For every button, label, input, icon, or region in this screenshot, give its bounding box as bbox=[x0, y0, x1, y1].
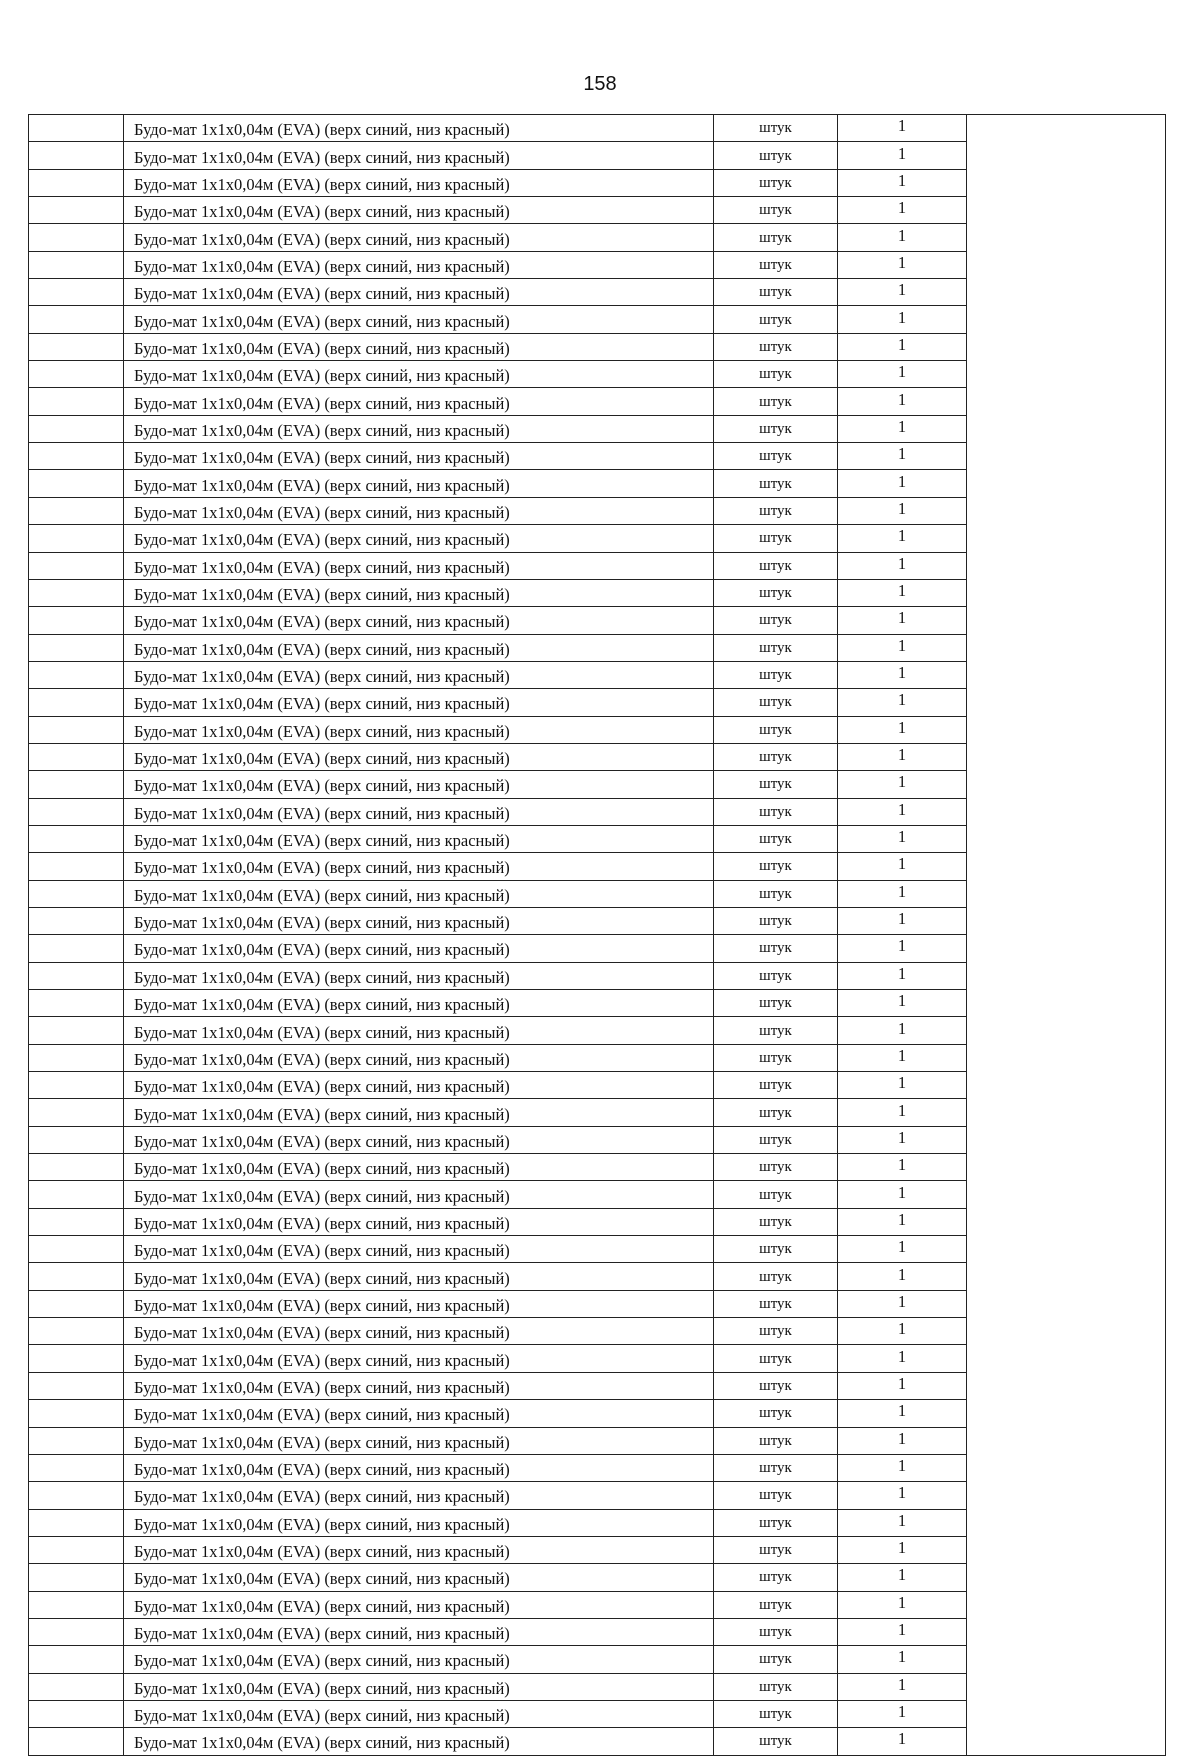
item-name-cell: Будо-мат 1х1х0,04м (EVA) (верх синий, низ красный) bbox=[124, 1236, 714, 1263]
unit-cell: штук bbox=[714, 990, 838, 1017]
unit-cell: штук bbox=[714, 1099, 838, 1126]
row-number-cell bbox=[29, 1618, 124, 1645]
quantity-cell: 1 bbox=[838, 470, 967, 497]
item-name-cell: Будо-мат 1х1х0,04м (EVA) (верх синий, низ красный) bbox=[124, 825, 714, 852]
row-number-cell bbox=[29, 1646, 124, 1673]
unit-cell: штук bbox=[714, 579, 838, 606]
quantity-cell: 1 bbox=[838, 1728, 967, 1755]
unit-cell: штук bbox=[714, 1072, 838, 1099]
item-name-cell: Будо-мат 1х1х0,04м (EVA) (верх синий, низ красный) bbox=[124, 880, 714, 907]
unit-cell: штук bbox=[714, 1728, 838, 1755]
quantity-cell: 1 bbox=[838, 224, 967, 251]
quantity-cell: 1 bbox=[838, 689, 967, 716]
row-number-cell bbox=[29, 1454, 124, 1481]
unit-cell: штук bbox=[714, 1564, 838, 1591]
quantity-cell: 1 bbox=[838, 962, 967, 989]
unit-cell: штук bbox=[714, 1126, 838, 1153]
row-number-cell bbox=[29, 661, 124, 688]
item-name-cell: Будо-мат 1х1х0,04м (EVA) (верх синий, низ красный) bbox=[124, 661, 714, 688]
item-name-cell: Будо-мат 1х1х0,04м (EVA) (верх синий, низ красный) bbox=[124, 333, 714, 360]
item-name-cell: Будо-мат 1х1х0,04м (EVA) (верх синий, низ красный) bbox=[124, 169, 714, 196]
quantity-cell: 1 bbox=[838, 1208, 967, 1235]
unit-cell: штук bbox=[714, 1181, 838, 1208]
items-table-body bbox=[29, 115, 1166, 1756]
quantity-cell: 1 bbox=[838, 333, 967, 360]
quantity-cell: 1 bbox=[838, 1017, 967, 1044]
quantity-cell: 1 bbox=[838, 771, 967, 798]
row-number-cell bbox=[29, 1591, 124, 1618]
quantity-cell: 1 bbox=[838, 1372, 967, 1399]
row-number-cell bbox=[29, 1673, 124, 1700]
quantity-cell: 1 bbox=[838, 552, 967, 579]
unit-cell: штук bbox=[714, 716, 838, 743]
item-name-cell: Будо-мат 1х1х0,04м (EVA) (верх синий, низ красный) bbox=[124, 1728, 714, 1755]
quantity-cell: 1 bbox=[838, 1618, 967, 1645]
item-name-cell: Будо-мат 1х1х0,04м (EVA) (верх синий, низ красный) bbox=[124, 1564, 714, 1591]
quantity-cell: 1 bbox=[838, 1044, 967, 1071]
unit-cell: штук bbox=[714, 169, 838, 196]
unit-cell: штук bbox=[714, 825, 838, 852]
unit-cell: штук bbox=[714, 661, 838, 688]
quantity-cell: 1 bbox=[838, 169, 967, 196]
unit-cell: штук bbox=[714, 197, 838, 224]
item-name-cell: Будо-мат 1х1х0,04м (EVA) (верх синий, низ красный) bbox=[124, 1618, 714, 1645]
quantity-cell: 1 bbox=[838, 279, 967, 306]
row-number-cell bbox=[29, 1236, 124, 1263]
quantity-cell: 1 bbox=[838, 1700, 967, 1727]
item-name-cell: Будо-мат 1х1х0,04м (EVA) (верх синий, низ красный) bbox=[124, 716, 714, 743]
unit-cell: штук bbox=[714, 689, 838, 716]
item-name-cell: Будо-мат 1х1х0,04м (EVA) (верх синий, низ красный) bbox=[124, 1372, 714, 1399]
unit-cell: штук bbox=[714, 907, 838, 934]
quantity-cell: 1 bbox=[838, 634, 967, 661]
row-number-cell bbox=[29, 306, 124, 333]
quantity-cell: 1 bbox=[838, 880, 967, 907]
quantity-cell: 1 bbox=[838, 1400, 967, 1427]
item-name-cell: Будо-мат 1х1х0,04м (EVA) (верх синий, низ красный) bbox=[124, 1044, 714, 1071]
unit-cell: штук bbox=[714, 1509, 838, 1536]
quantity-cell: 1 bbox=[838, 142, 967, 169]
unit-cell: штук bbox=[714, 415, 838, 442]
notes-cell bbox=[967, 115, 1166, 1756]
row-number-cell bbox=[29, 990, 124, 1017]
item-name-cell: Будо-мат 1х1х0,04м (EVA) (верх синий, низ красный) bbox=[124, 470, 714, 497]
row-number-cell bbox=[29, 470, 124, 497]
row-number-cell bbox=[29, 251, 124, 278]
quantity-cell: 1 bbox=[838, 1181, 967, 1208]
item-name-cell: Будо-мат 1х1х0,04м (EVA) (верх синий, низ красный) bbox=[124, 1318, 714, 1345]
quantity-cell: 1 bbox=[838, 497, 967, 524]
row-number-cell bbox=[29, 1509, 124, 1536]
item-name-cell: Будо-мат 1х1х0,04м (EVA) (верх синий, низ красный) bbox=[124, 443, 714, 470]
row-number-cell bbox=[29, 771, 124, 798]
items-table bbox=[28, 114, 1166, 1756]
item-name-cell: Будо-мат 1х1х0,04м (EVA) (верх синий, низ красный) bbox=[124, 1181, 714, 1208]
row-number-cell bbox=[29, 333, 124, 360]
item-name-cell: Будо-мат 1х1х0,04м (EVA) (верх синий, низ красный) bbox=[124, 1536, 714, 1563]
item-name-cell: Будо-мат 1х1х0,04м (EVA) (верх синий, низ красный) bbox=[124, 1345, 714, 1372]
unit-cell: штук bbox=[714, 251, 838, 278]
unit-cell: штук bbox=[714, 279, 838, 306]
quantity-cell: 1 bbox=[838, 607, 967, 634]
quantity-cell: 1 bbox=[838, 661, 967, 688]
row-number-cell bbox=[29, 1728, 124, 1755]
item-name-cell: Будо-мат 1х1х0,04м (EVA) (верх синий, низ красный) bbox=[124, 415, 714, 442]
quantity-cell: 1 bbox=[838, 1290, 967, 1317]
quantity-cell: 1 bbox=[838, 388, 967, 415]
item-name-cell: Будо-мат 1х1х0,04м (EVA) (верх синий, низ красный) bbox=[124, 634, 714, 661]
item-name-cell: Будо-мат 1х1х0,04м (EVA) (верх синий, низ красный) bbox=[124, 388, 714, 415]
quantity-cell: 1 bbox=[838, 1318, 967, 1345]
row-number-cell bbox=[29, 1126, 124, 1153]
quantity-cell: 1 bbox=[838, 1427, 967, 1454]
unit-cell: штук bbox=[714, 1400, 838, 1427]
row-number-cell bbox=[29, 907, 124, 934]
unit-cell: штук bbox=[714, 470, 838, 497]
row-number-cell bbox=[29, 607, 124, 634]
quantity-cell: 1 bbox=[838, 1345, 967, 1372]
item-name-cell: Будо-мат 1х1х0,04м (EVA) (верх синий, низ красный) bbox=[124, 1454, 714, 1481]
item-name-cell: Будо-мат 1х1х0,04м (EVA) (верх синий, низ красный) bbox=[124, 1400, 714, 1427]
row-number-cell bbox=[29, 443, 124, 470]
item-name-cell: Будо-мат 1х1х0,04м (EVA) (верх синий, низ красный) bbox=[124, 907, 714, 934]
row-number-cell bbox=[29, 1154, 124, 1181]
quantity-cell: 1 bbox=[838, 115, 967, 142]
row-number-cell bbox=[29, 279, 124, 306]
unit-cell: штук bbox=[714, 853, 838, 880]
quantity-cell: 1 bbox=[838, 251, 967, 278]
quantity-cell: 1 bbox=[838, 990, 967, 1017]
item-name-cell: Будо-мат 1х1х0,04м (EVA) (верх синий, низ красный) bbox=[124, 935, 714, 962]
row-number-cell bbox=[29, 1099, 124, 1126]
row-number-cell bbox=[29, 224, 124, 251]
item-name-cell: Будо-мат 1х1х0,04м (EVA) (верх синий, низ красный) bbox=[124, 579, 714, 606]
unit-cell: штук bbox=[714, 361, 838, 388]
unit-cell: штук bbox=[714, 1372, 838, 1399]
unit-cell: штук bbox=[714, 1482, 838, 1509]
quantity-cell: 1 bbox=[838, 716, 967, 743]
item-name-cell: Будо-мат 1х1х0,04м (EVA) (верх синий, низ красный) bbox=[124, 798, 714, 825]
quantity-cell: 1 bbox=[838, 306, 967, 333]
item-name-cell: Будо-мат 1х1х0,04м (EVA) (верх синий, низ красный) bbox=[124, 306, 714, 333]
row-number-cell bbox=[29, 525, 124, 552]
row-number-cell bbox=[29, 1263, 124, 1290]
row-number-cell bbox=[29, 689, 124, 716]
item-name-cell: Будо-мат 1х1х0,04м (EVA) (верх синий, низ красный) bbox=[124, 497, 714, 524]
unit-cell: штук bbox=[714, 306, 838, 333]
unit-cell: штук bbox=[714, 1208, 838, 1235]
item-name-cell: Будо-мат 1х1х0,04м (EVA) (верх синий, низ красный) bbox=[124, 607, 714, 634]
unit-cell: штук bbox=[714, 1017, 838, 1044]
item-name-cell: Будо-мат 1х1х0,04м (EVA) (верх синий, низ красный) bbox=[124, 1126, 714, 1153]
quantity-cell: 1 bbox=[838, 525, 967, 552]
unit-cell: штук bbox=[714, 115, 838, 142]
item-name-cell: Будо-мат 1х1х0,04м (EVA) (верх синий, низ красный) bbox=[124, 1263, 714, 1290]
unit-cell: штук bbox=[714, 1318, 838, 1345]
row-number-cell bbox=[29, 1318, 124, 1345]
quantity-cell: 1 bbox=[838, 1154, 967, 1181]
row-number-cell bbox=[29, 743, 124, 770]
item-name-cell: Будо-мат 1х1х0,04м (EVA) (верх синий, низ красный) bbox=[124, 1591, 714, 1618]
row-number-cell bbox=[29, 716, 124, 743]
quantity-cell: 1 bbox=[838, 1236, 967, 1263]
unit-cell: штук bbox=[714, 1591, 838, 1618]
row-number-cell bbox=[29, 497, 124, 524]
item-name-cell: Будо-мат 1х1х0,04м (EVA) (верх синий, низ красный) bbox=[124, 525, 714, 552]
item-name-cell: Будо-мат 1х1х0,04м (EVA) (верх синий, низ красный) bbox=[124, 962, 714, 989]
row-number-cell bbox=[29, 197, 124, 224]
row-number-cell bbox=[29, 798, 124, 825]
row-number-cell bbox=[29, 415, 124, 442]
unit-cell: штук bbox=[714, 1673, 838, 1700]
item-name-cell: Будо-мат 1х1х0,04м (EVA) (верх синий, низ красный) bbox=[124, 552, 714, 579]
item-name-cell: Будо-мат 1х1х0,04м (EVA) (верх синий, низ красный) bbox=[124, 361, 714, 388]
row-number-cell bbox=[29, 388, 124, 415]
quantity-cell: 1 bbox=[838, 361, 967, 388]
row-number-cell bbox=[29, 1044, 124, 1071]
row-number-cell bbox=[29, 935, 124, 962]
quantity-cell: 1 bbox=[838, 1072, 967, 1099]
item-name-cell: Будо-мат 1х1х0,04м (EVA) (верх синий, низ красный) bbox=[124, 1290, 714, 1317]
unit-cell: штук bbox=[714, 388, 838, 415]
unit-cell: штук bbox=[714, 1290, 838, 1317]
item-name-cell: Будо-мат 1х1х0,04м (EVA) (верх синий, низ красный) bbox=[124, 1509, 714, 1536]
item-name-cell: Будо-мат 1х1х0,04м (EVA) (верх синий, низ красный) bbox=[124, 853, 714, 880]
row-number-cell bbox=[29, 142, 124, 169]
row-number-cell bbox=[29, 853, 124, 880]
unit-cell: штук bbox=[714, 1536, 838, 1563]
unit-cell: штук bbox=[714, 798, 838, 825]
quantity-cell: 1 bbox=[838, 853, 967, 880]
item-name-cell: Будо-мат 1х1х0,04м (EVA) (верх синий, низ красный) bbox=[124, 1208, 714, 1235]
item-name-cell: Будо-мат 1х1х0,04м (EVA) (верх синий, низ красный) bbox=[124, 1099, 714, 1126]
row-number-cell bbox=[29, 1482, 124, 1509]
quantity-cell: 1 bbox=[838, 1099, 967, 1126]
item-name-cell: Будо-мат 1х1х0,04м (EVA) (верх синий, низ красный) bbox=[124, 743, 714, 770]
row-number-cell bbox=[29, 1345, 124, 1372]
item-name-cell: Будо-мат 1х1х0,04м (EVA) (верх синий, низ красный) bbox=[124, 251, 714, 278]
quantity-cell: 1 bbox=[838, 443, 967, 470]
unit-cell: штук bbox=[714, 1044, 838, 1071]
quantity-cell: 1 bbox=[838, 1509, 967, 1536]
unit-cell: штук bbox=[714, 1263, 838, 1290]
row-number-cell bbox=[29, 880, 124, 907]
unit-cell: штук bbox=[714, 1236, 838, 1263]
row-number-cell bbox=[29, 1400, 124, 1427]
unit-cell: штук bbox=[714, 224, 838, 251]
quantity-cell: 1 bbox=[838, 1263, 967, 1290]
row-number-cell bbox=[29, 1427, 124, 1454]
quantity-cell: 1 bbox=[838, 1564, 967, 1591]
quantity-cell: 1 bbox=[838, 825, 967, 852]
unit-cell: штук bbox=[714, 880, 838, 907]
row-number-cell bbox=[29, 962, 124, 989]
unit-cell: штук bbox=[714, 634, 838, 661]
unit-cell: штук bbox=[714, 1345, 838, 1372]
row-number-cell bbox=[29, 552, 124, 579]
row-number-cell bbox=[29, 1017, 124, 1044]
unit-cell: штук bbox=[714, 1700, 838, 1727]
unit-cell: штук bbox=[714, 552, 838, 579]
unit-cell: штук bbox=[714, 935, 838, 962]
item-name-cell: Будо-мат 1х1х0,04м (EVA) (верх синий, низ красный) bbox=[124, 142, 714, 169]
quantity-cell: 1 bbox=[838, 579, 967, 606]
item-name-cell: Будо-мат 1х1х0,04м (EVA) (верх синий, низ красный) bbox=[124, 1482, 714, 1509]
row-number-cell bbox=[29, 361, 124, 388]
unit-cell: штук bbox=[714, 333, 838, 360]
row-number-cell bbox=[29, 634, 124, 661]
quantity-cell: 1 bbox=[838, 1591, 967, 1618]
unit-cell: штук bbox=[714, 525, 838, 552]
item-name-cell: Будо-мат 1х1х0,04м (EVA) (верх синий, низ красный) bbox=[124, 771, 714, 798]
unit-cell: штук bbox=[714, 1618, 838, 1645]
row-number-cell bbox=[29, 825, 124, 852]
row-number-cell bbox=[29, 1536, 124, 1563]
row-number-cell bbox=[29, 1290, 124, 1317]
unit-cell: штук bbox=[714, 743, 838, 770]
row-number-cell bbox=[29, 1072, 124, 1099]
unit-cell: штук bbox=[714, 1427, 838, 1454]
quantity-cell: 1 bbox=[838, 907, 967, 934]
quantity-cell: 1 bbox=[838, 415, 967, 442]
item-name-cell: Будо-мат 1х1х0,04м (EVA) (верх синий, низ красный) bbox=[124, 279, 714, 306]
row-number-cell bbox=[29, 1372, 124, 1399]
row-number-cell bbox=[29, 1700, 124, 1727]
quantity-cell: 1 bbox=[838, 1482, 967, 1509]
item-name-cell: Будо-мат 1х1х0,04м (EVA) (верх синий, низ красный) bbox=[124, 1673, 714, 1700]
quantity-cell: 1 bbox=[838, 1454, 967, 1481]
quantity-cell: 1 bbox=[838, 1126, 967, 1153]
item-name-cell: Будо-мат 1х1х0,04м (EVA) (верх синий, низ красный) bbox=[124, 1154, 714, 1181]
unit-cell: штук bbox=[714, 962, 838, 989]
quantity-cell: 1 bbox=[838, 1673, 967, 1700]
quantity-cell: 1 bbox=[838, 743, 967, 770]
item-name-cell: Будо-мат 1х1х0,04м (EVA) (верх синий, низ красный) bbox=[124, 1646, 714, 1673]
unit-cell: штук bbox=[714, 443, 838, 470]
unit-cell: штук bbox=[714, 1646, 838, 1673]
unit-cell: штук bbox=[714, 1154, 838, 1181]
item-name-cell: Будо-мат 1х1х0,04м (EVA) (верх синий, низ красный) bbox=[124, 1017, 714, 1044]
row-number-cell bbox=[29, 1564, 124, 1591]
unit-cell: штук bbox=[714, 497, 838, 524]
unit-cell: штук bbox=[714, 1454, 838, 1481]
item-name-cell: Будо-мат 1х1х0,04м (EVA) (верх синий, низ красный) bbox=[124, 197, 714, 224]
item-name-cell: Будо-мат 1х1х0,04м (EVA) (верх синий, низ красный) bbox=[124, 224, 714, 251]
row-number-cell bbox=[29, 1181, 124, 1208]
item-name-cell: Будо-мат 1х1х0,04м (EVA) (верх синий, низ красный) bbox=[124, 1427, 714, 1454]
item-name-cell: Будо-мат 1х1х0,04м (EVA) (верх синий, низ красный) bbox=[124, 1072, 714, 1099]
row-number-cell bbox=[29, 169, 124, 196]
table-row bbox=[29, 115, 1166, 142]
item-name-cell: Будо-мат 1х1х0,04м (EVA) (верх синий, низ красный) bbox=[124, 115, 714, 142]
quantity-cell: 1 bbox=[838, 1536, 967, 1563]
unit-cell: штук bbox=[714, 607, 838, 634]
unit-cell: штук bbox=[714, 771, 838, 798]
item-name-cell: Будо-мат 1х1х0,04м (EVA) (верх синий, низ красный) bbox=[124, 1700, 714, 1727]
item-name-cell: Будо-мат 1х1х0,04м (EVA) (верх синий, низ красный) bbox=[124, 990, 714, 1017]
unit-cell: штук bbox=[714, 142, 838, 169]
quantity-cell: 1 bbox=[838, 197, 967, 224]
quantity-cell: 1 bbox=[838, 798, 967, 825]
row-number-cell bbox=[29, 1208, 124, 1235]
quantity-cell: 1 bbox=[838, 1646, 967, 1673]
item-name-cell: Будо-мат 1х1х0,04м (EVA) (верх синий, низ красный) bbox=[124, 689, 714, 716]
row-number-cell bbox=[29, 579, 124, 606]
row-number-cell bbox=[29, 115, 124, 142]
page-number: 158 bbox=[583, 73, 617, 95]
quantity-cell: 1 bbox=[838, 935, 967, 962]
